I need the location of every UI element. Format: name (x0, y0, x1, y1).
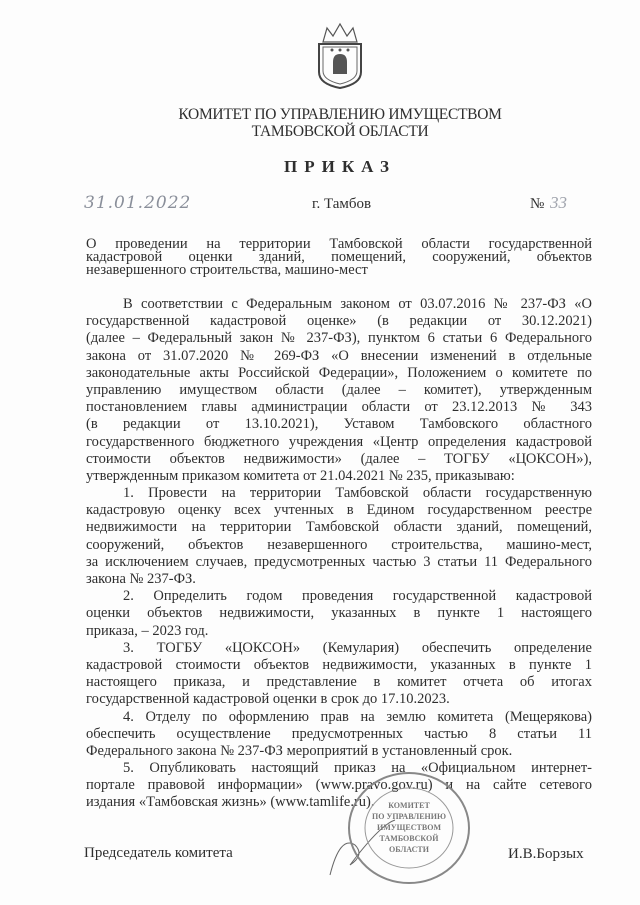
document-body (86, 296, 592, 812)
coat-of-arms-emblem (313, 22, 367, 90)
document-date: 31.01.2022 (84, 193, 192, 213)
paragraph-line: кадастровую оценку всех учтенных в Едином государственном реестре (86, 502, 592, 519)
subject-line: О проведении на территории Тамбовской области государственной (86, 238, 592, 251)
subject-line: кадастровой оценки зданий, помещений, сооружений, объектов (86, 251, 592, 264)
paragraph-line: государственной кадастровой оценке» (в редакции от 30.12.2021) (86, 313, 592, 330)
stamp-text (346, 800, 472, 855)
paragraph-line: закона № 237-ФЗ. (86, 571, 196, 587)
paragraph-line: государственной кадастровой оценки в срок до 17.10.2023. (86, 691, 450, 708)
paragraph-line: (далее – Федеральный закон № 237-ФЗ), пунктом 6 статьи 6 Федерального (86, 330, 592, 347)
subject-line: незавершенного строительства, машино-мест (86, 264, 368, 277)
signatory-name: И.В.Борзых (508, 846, 584, 862)
document-subject (86, 238, 592, 277)
paragraph-line: оценки объектов недвижимости, указанных в пункте 1 настоящего (86, 605, 592, 622)
paragraph-line: 2. Определить годом проведения государственной кадастровой (123, 588, 592, 605)
paragraph-line: В соответствии с Федеральным законом от 03.07.2016 № 237-ФЗ «О (123, 296, 592, 312)
stamp-line: ОБЛАСТИ (389, 845, 429, 854)
stamp-line: ПО УПРАВЛЕНИЮ (372, 812, 446, 821)
stamp-line: КОМИТЕТ (388, 801, 430, 810)
document-number: 33 (550, 193, 567, 212)
paragraph-line: за исключением случаев, предусмотренных частью 3 статьи 11 Федерального (86, 553, 592, 570)
paragraph-line: Федерального закона № 237-ФЗ мероприятий в установленный срок. (86, 742, 513, 759)
official-stamp (346, 770, 472, 886)
document-city: г. Тамбов (312, 196, 372, 212)
paragraph-line: настоящего приказа, и представление в комитет отчета об итогах (86, 674, 592, 691)
paragraph-line: приказа, – 2023 год. (86, 622, 209, 639)
paragraph-line: постановлением главы администрации области от 23.12.2013 № 343 (86, 399, 592, 416)
document-number-label: № (530, 196, 545, 212)
paragraph-line: (в редакции от 13.10.2021), Уставом Тамбовского областного (86, 416, 592, 433)
paragraph-line: 3. ТОГБУ «ЦОКСОН» (Кемулария) обеспечить определение (123, 639, 592, 656)
paragraph-line: управлению имуществом области (далее – комитет), утвержденным (86, 381, 592, 398)
paragraph-line: обеспечить осуществление предусмотренных частью 8 статьи 11 (86, 725, 592, 742)
stamp-line: ТАМБОВСКОЙ (379, 834, 439, 843)
paragraph-line: недвижимости на территории Тамбовской области зданий, помещений, (86, 519, 592, 536)
organization-name-line2: ТАМБОВСКОЙ ОБЛАСТИ (251, 123, 429, 140)
paragraph-line: утвержденным приказом комитета от 21.04.2021 № 235, приказываю: (86, 467, 515, 484)
paragraph-line: 5. Опубликовать настоящий приказ на «Официальном интернет- (123, 760, 592, 777)
document-title: ПРИКАЗ (284, 157, 396, 176)
paragraph-line: государственного бюджетного учреждения «Центр определения кадастровой (86, 433, 592, 450)
paragraph-line: кадастровой стоимости объектов недвижимости, указанных в пункте 1 (86, 656, 592, 673)
paragraph-line: закона от 31.07.2020 № 269-ФЗ «О внесении изменений в отдельные (86, 347, 592, 364)
paragraph-line: стоимости объектов недвижимости» (далее – ТОГБУ «ЦОКСОН»), (86, 450, 592, 467)
paragraph-line: сооружений, объектов незавершенного строительства, машино-мест, (86, 536, 592, 553)
stamp-line: ИМУЩЕСТВОМ (377, 823, 441, 832)
paragraph-line: законодательные акты Российской Федерации», Положением о комитете по (86, 364, 592, 381)
organization-name-line1: КОМИТЕТ ПО УПРАВЛЕНИЮ ИМУЩЕСТВОМ (178, 106, 502, 123)
signatory-position: Председатель комитета (84, 845, 233, 861)
paragraph-line: издания «Тамбовская жизнь» (www.tamlife.ru). (86, 794, 375, 811)
paragraph-line: 4. Отделу по оформлению прав на землю комитета (Мещерякова) (123, 708, 592, 725)
paragraph-line: 1. Провести на территории Тамбовской области государственную (123, 485, 592, 502)
paragraph-line: портале правовой информации» (www.pravo.gov.ru) и на сайте сетевого (86, 777, 592, 794)
